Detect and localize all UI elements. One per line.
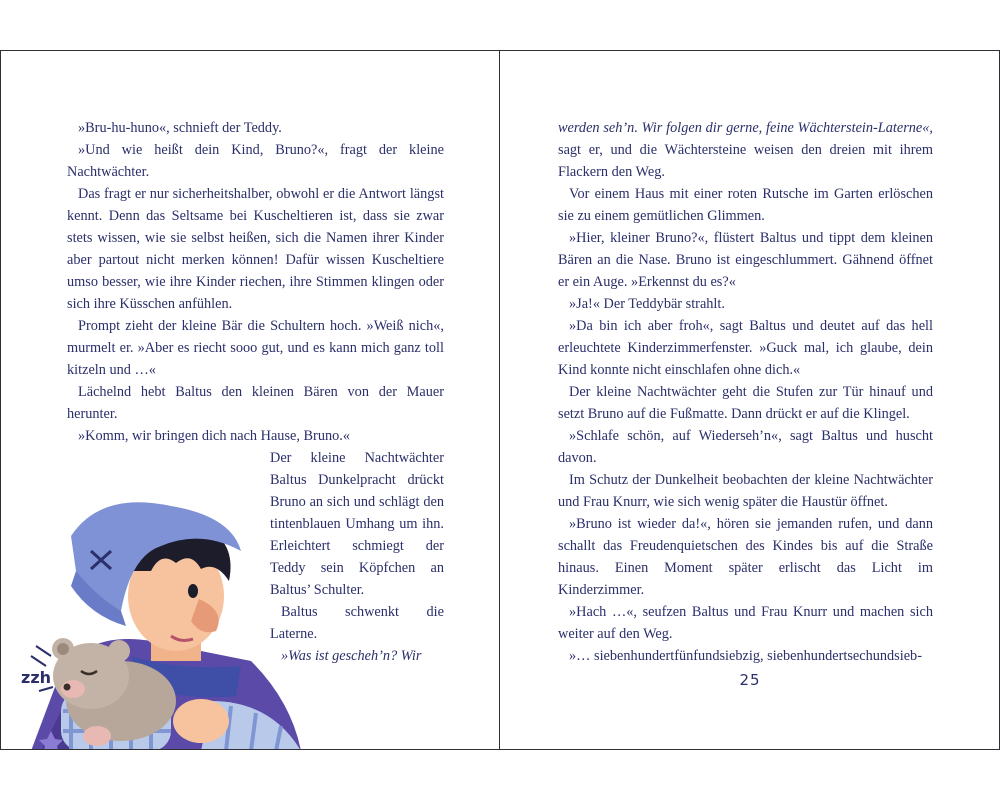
sleep-sound-text: zzh bbox=[21, 668, 52, 687]
paragraph: »Hach …«, seufzen Baltus und Frau Knurr und machen sich weiter auf den Weg. bbox=[558, 604, 933, 642]
paragraph: »… siebenhundertfünfundsiebzig, siebenhundertsechundsieb- bbox=[569, 648, 922, 664]
paragraph bbox=[558, 117, 933, 183]
paragraph: »Bru-hu-huno«, schnieft der Teddy. bbox=[78, 120, 282, 136]
paragraph: Das fragt er nur sicherheitshalber, obwohl er die Antwort längst kennt. Denn das Seltsame bei Kuscheltieren ist, dass sie zwar stets wissen, wie sie selbst heißen, sich die Namen ihrer Kinder aber partout nicht merken können! Dafür wissen Kuscheltiere umso besser, wie ihre Kinder riechen, ihre Stimmen klingen oder sich ihre Küsschen anfühlen. bbox=[67, 186, 444, 312]
paragraph: »Da bin ich aber froh«, sagt Baltus und deutet auf das hell erleuchtete Kinderzimmerfenster. »Guck mal, ich glaube, dein Kind konnte nicht einschlafen ohne dich.« bbox=[558, 318, 933, 378]
italic-verse: »Was ist gescheh’n? Wir bbox=[281, 648, 422, 664]
paragraph: Der kleine Nachtwächter geht die Stufen zur Tür hinauf und setzt Bruno auf die Fußmatte. Dann drückt er auf die Klingel. bbox=[558, 384, 933, 422]
paragraph: »Und wie heißt dein Kind, Bruno?«, fragt der kleine Nachtwächter. bbox=[67, 142, 444, 180]
paragraph: »Ja!« Der Teddybär strahlt. bbox=[569, 296, 725, 312]
paragraph: Der kleine Nachtwächter Baltus Dunkelpracht drückt Bruno an sich und schlägt den tintenblauen Umhang um ihn. Erleichtert schmiegt der Teddy sein Köpfchen an Baltus’ Schulter. bbox=[270, 450, 444, 598]
paragraph: »Bruno ist wieder da!«, hören sie jemanden rufen, und dann schallt das Freudenquietschen des Kindes bis auf die Straße hinaus. Einen Moment später erlischt das Licht im Kinderzimmer. bbox=[558, 516, 933, 598]
right-page-text bbox=[558, 117, 933, 667]
paragraph: »Hier, kleiner Bruno?«, flüstert Baltus und tippt dem kleinen Bären an die Nase. Bruno ist eingeschlummert. Gähnend öffnet er ein Auge. »Erkennst du es?« bbox=[558, 230, 933, 290]
paragraph: Im Schutz der Dunkelheit beobachten der kleine Nachtwächter und Frau Knurr, wie sich wenig später die Haustür öffnet. bbox=[558, 472, 933, 510]
left-page bbox=[0, 50, 500, 750]
continuation-text: sagt er, und die Wächtersteine weisen den dreien mit ihrem Flackern den Weg. bbox=[558, 142, 933, 180]
night-watchman-illustration bbox=[1, 451, 301, 750]
paragraph: »Komm, wir bringen dich nach Hause, Bruno.« bbox=[78, 428, 350, 444]
left-page-text bbox=[67, 117, 444, 447]
paragraph: Vor einem Haus mit einer roten Rutsche im Garten erlöschen sie zu einem gemütlichen Glimmen. bbox=[558, 186, 933, 224]
italic-verse: werden seh’n. Wir folgen dir gerne, feine Wächterstein-Laterne«, bbox=[558, 120, 933, 136]
paragraph: Lächelnd hebt Baltus den kleinen Bären von der Mauer herunter. bbox=[67, 384, 444, 422]
paragraph: Prompt zieht der kleine Bär die Schultern hoch. »Weiß nich«, murmelt er. »Aber es riecht sooo gut, und es kann mich ganz toll kitzeln und …« bbox=[67, 318, 444, 378]
paragraph: »Schlafe schön, auf Wiederseh’n«, sagt Baltus und huscht davon. bbox=[558, 428, 933, 466]
page-number: 25 bbox=[739, 671, 761, 689]
paragraph: Baltus schwenkt die Laterne. bbox=[270, 604, 444, 642]
right-page bbox=[500, 50, 1000, 750]
